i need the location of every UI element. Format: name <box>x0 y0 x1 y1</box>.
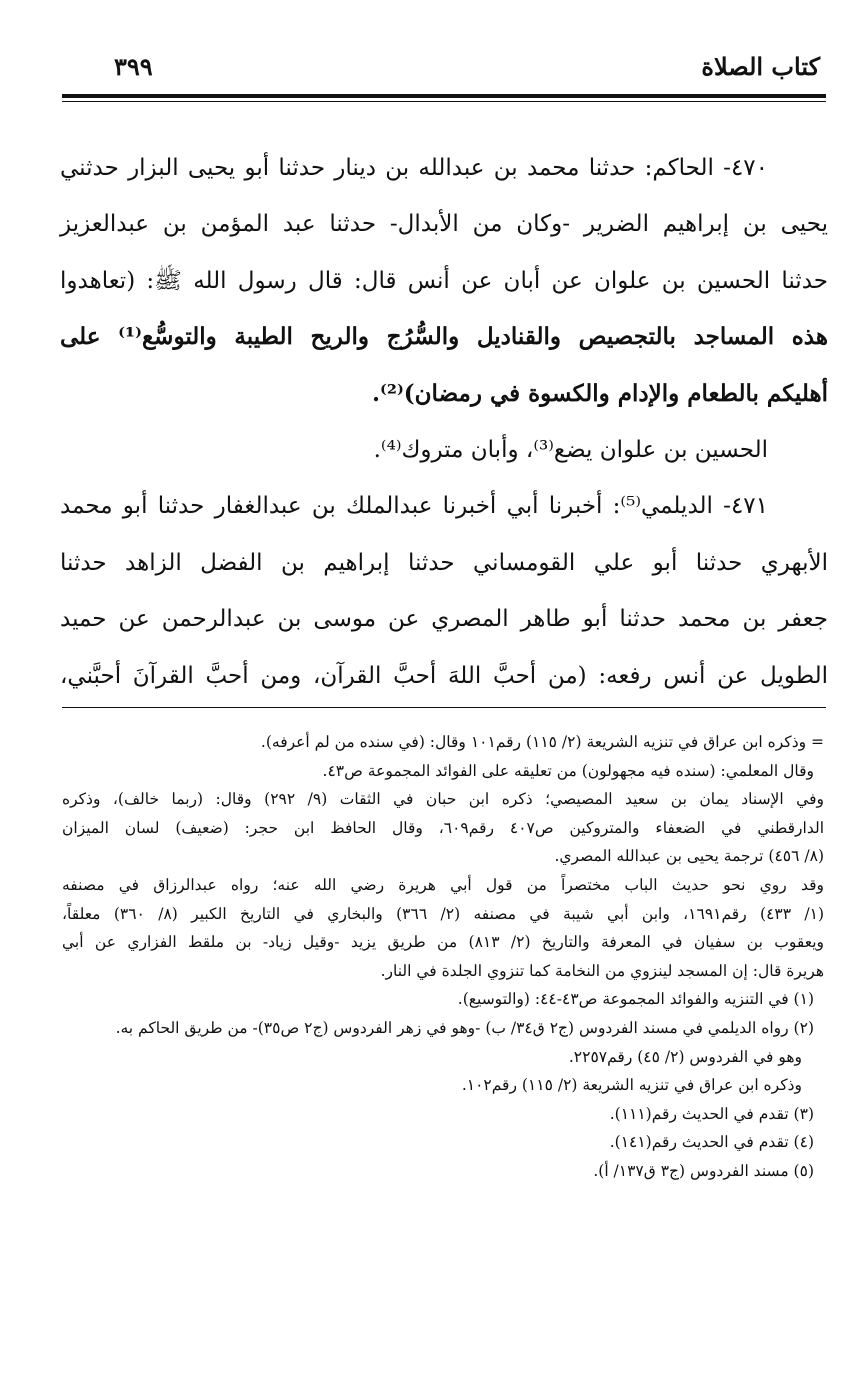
chapter-title: كتاب الصلاة <box>701 52 820 81</box>
footnote-line: (١/ ٤٣٣) رقم١٦٩١، وابن أبي شيبة في مصنفه (٢/ ٣٦٦) والبخاري في التاريخ الكبير (٨/ ٣٦٠) معلقاً، <box>62 904 825 923</box>
footnote-line: هريرة قال: إن المسجد لينزوي من النخامة كما تنزوي الجلدة في النار. <box>380 961 824 980</box>
hadith-text-line: هذه المساجد بالتجصيص والقناديل والسُّرُج والريح الطيبة والتوسُّع⁽¹⁾ على <box>60 323 828 351</box>
text-line: جعفر بن محمد حدثنا أبو طاهر المصري عن موسى بن عبدالرحمن عن حميد <box>60 606 828 633</box>
page-number: ٣٩٩ <box>114 52 153 81</box>
footnote-line: (٢) رواه الديلمي في مسند الفردوس (ج٢ ق٣٤/ ب) -وهو في زهر الفردوس (ج٢ ص٣٥)- من طريق الحاكم به. <box>115 1018 814 1037</box>
footnote-line: وقد روي نحو حديث الباب مختصراً من قول أبي هريرة رضي الله عنه؛ رواه عبدالرزاق في مصنفه <box>62 875 824 894</box>
text-line: حدثنا الحسين بن علوان عن أبان عن أنس قال: قال رسول الله ﷺ: (تعاهدوا <box>60 267 828 294</box>
text-line: الطويل عن أنس رفعه: (من أحبَّ اللهَ أحبَّ القرآن، ومن أحبَّ القرآنَ أحبَّني، <box>60 662 828 689</box>
footnote-line: = وذكره ابن عراق في تنزيه الشريعة (٢/ ١١٥) رقم١٠١ وقال: (في سنده من لم أعرفه). <box>260 733 824 751</box>
footnote-line: الدارقطني في الضعفاء والمتروكين ص٤٠٧ رقم٦٠٩، وقال الحافظ ابن حجر: (ضعيف) لسان الميزان <box>62 818 824 837</box>
text-line: الأبهري حدثنا أبو علي القومساني حدثنا إبراهيم بن الفضل الزاهد حدثنا <box>60 549 828 576</box>
footnote-line: ويعقوب بن سفيان في المعرفة والتاريخ (٢/ ٨١٣) من طريق يزيد -وقيل زياد- بن ملقط الفزاري عن أبي <box>62 933 825 952</box>
main-text <box>60 140 828 704</box>
footnote-line: (١) في التنزيه والفوائد المجموعة ص٤٣-٤٤: (والتوسيع). <box>457 990 814 1009</box>
text-line: ٤٧٠- الحاكم: حدثنا محمد بن عبدالله بن دينار حدثنا أبو يحيى البزار حدثني <box>60 155 768 181</box>
footnote-line: (٣) تقدم في الحديث رقم(١١١). <box>609 1104 814 1123</box>
footnote-line: وفي الإسناد يمان بن سعيد المصيصي؛ ذكره ابن حبان في الثقات (٩/ ٢٩٢) وقال: (ربما خالف)، وذكره <box>62 790 825 809</box>
running-header <box>62 48 824 88</box>
footnote-separator <box>62 707 826 708</box>
footnote-line: وهو في الفردوس (٢/ ٤٥) رقم٢٢٥٧. <box>568 1047 802 1066</box>
header-thick-rule <box>62 94 826 98</box>
text-line: الحسين بن علوان يضع⁽³⁾، وأبان متروك⁽⁴⁾. <box>373 436 768 463</box>
text-line: يحيى بن إبراهيم الضرير -وكان من الأبدال- حدثنا عبد المؤمن بن عبدالعزيز <box>60 211 828 238</box>
footnote-line: وقال المعلمي: (سنده فيه مجهولون) من تعليقه على الفوائد المجموعة ص٤٣. <box>322 761 814 780</box>
text-line: ٤٧١- الديلمي⁽⁵⁾: أخبرنا أبي أخبرنا عبدالملك بن عبدالغفار حدثنا أبو محمد <box>60 493 768 520</box>
footnote-line: (٤) تقدم في الحديث رقم(١٤١). <box>609 1133 814 1152</box>
hadith-text-line: أهليكم بالطعام والإدام والكسوة في رمضان)⁽²⁾. <box>372 379 828 407</box>
footnote-line: وذكره ابن عراق في تنزيه الشريعة (٢/ ١١٥) رقم١٠٢. <box>461 1076 802 1095</box>
footnotes <box>62 728 824 1186</box>
footnote-line: (٥) مسند الفردوس (ج٣ ق١٣٧/ أ). <box>593 1161 814 1180</box>
header-thin-rule <box>62 101 826 102</box>
footnote-line: (٨/ ٤٥٦) ترجمة يحيى بن عبدالله المصري. <box>554 847 824 866</box>
